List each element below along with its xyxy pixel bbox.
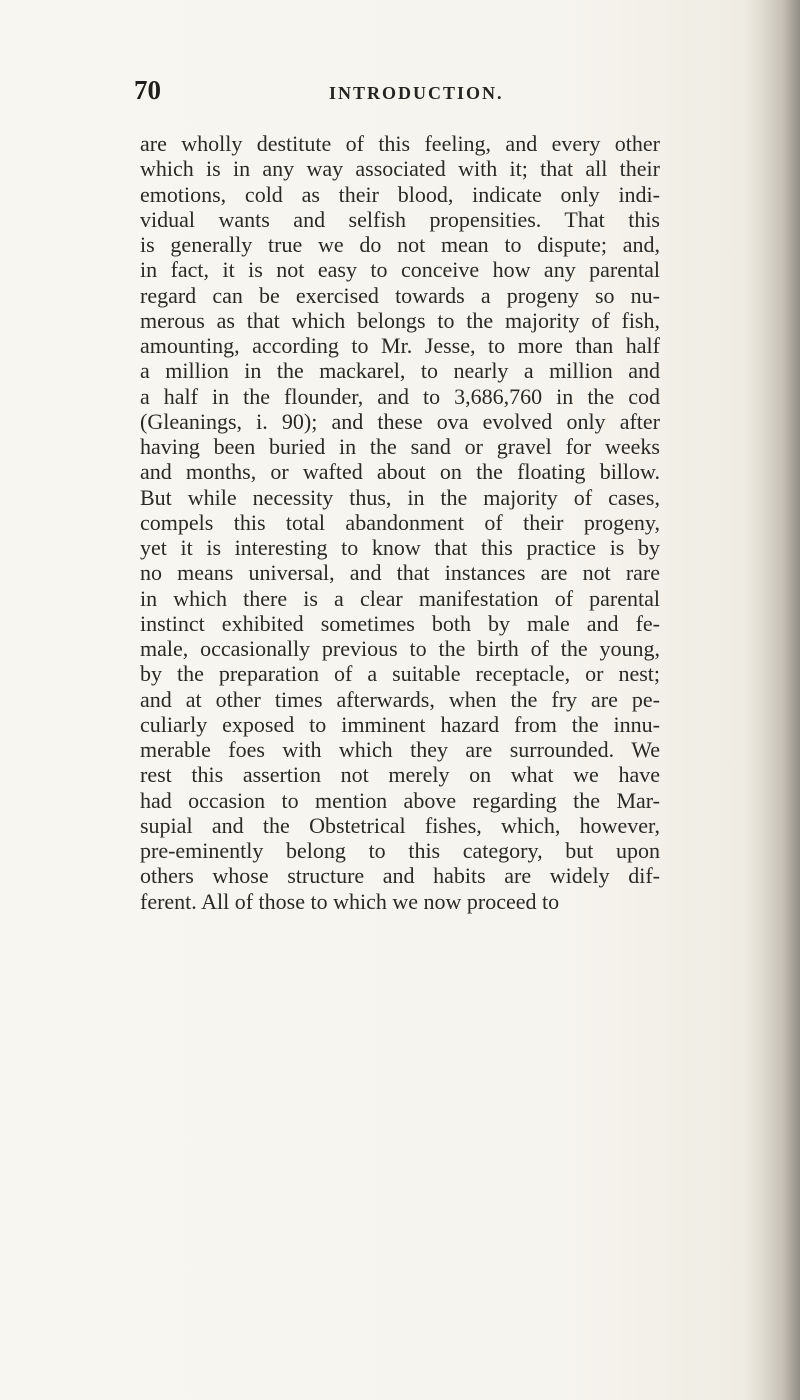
- text-line: is generally true we do not mean to dispute; and,: [140, 232, 660, 257]
- body-text: [140, 131, 660, 914]
- text-line: culiarly exposed to imminent hazard from the innu-: [140, 711, 660, 737]
- text-line: others whose structure and habits are widely dif-: [140, 863, 660, 889]
- text-line: amounting, according to Mr. Jesse, to more than half: [140, 333, 660, 358]
- text-line: ferent. All of those to which we now proceed to: [140, 888, 560, 914]
- text-line: pre-eminently belong to this category, but upon: [140, 838, 660, 863]
- text-line: in fact, it is not easy to conceive how any parental: [140, 257, 660, 283]
- text-line: (Gleanings, i. 90); and these ova evolved only after: [140, 408, 660, 434]
- text-line: emotions, cold as their blood, indicate only indi-: [140, 181, 660, 207]
- text-line: instinct exhibited sometimes both by male and fe-: [140, 610, 660, 636]
- text-line: merable foes with which they are surrounded. We: [140, 737, 660, 762]
- text-line: by the preparation of a suitable receptacle, or nest;: [140, 661, 660, 687]
- text-line: a million in the mackarel, to nearly a million and: [140, 358, 660, 384]
- text-line: are wholly destitute of this feeling, and every other: [140, 131, 660, 156]
- text-line: had occasion to mention above regarding the Mar-: [140, 787, 660, 813]
- text-line: But while necessity thus, in the majority of cases,: [140, 484, 660, 510]
- text-line: and months, or wafted about on the floating billow.: [140, 459, 660, 485]
- text-line: no means universal, and that instances are not rare: [140, 560, 660, 586]
- text-line: vidual wants and selfish propensities. That this: [140, 206, 660, 232]
- text-line: rest this assertion not merely on what we have: [140, 762, 660, 788]
- text-line: regard can be exercised towards a progeny so nu-: [140, 282, 660, 308]
- text-line: which is in any way associated with it; that all their: [140, 156, 660, 182]
- text-line: compels this total abandonment of their progeny,: [140, 509, 660, 535]
- page-edge-shadow: [742, 0, 800, 1400]
- text-line: yet it is interesting to know that this practice is by: [140, 535, 660, 560]
- text-line: a half in the flounder, and to 3,686,760 in the cod: [140, 383, 660, 409]
- page-header: [134, 75, 634, 113]
- text-line: male, occasionally previous to the birth of the young,: [140, 636, 660, 661]
- text-line: in which there is a clear manifestation of parental: [140, 585, 660, 611]
- text-line: merous as that which belongs to the majority of fish,: [140, 307, 660, 333]
- page-number: 70: [134, 75, 161, 105]
- text-line: supial and the Obstetrical fishes, which, however,: [140, 812, 660, 838]
- running-head: INTRODUCTION.: [329, 83, 504, 103]
- text-line: and at other times afterwards, when the fry are pe-: [140, 686, 660, 712]
- text-line: having been buried in the sand or gravel for weeks: [140, 434, 660, 459]
